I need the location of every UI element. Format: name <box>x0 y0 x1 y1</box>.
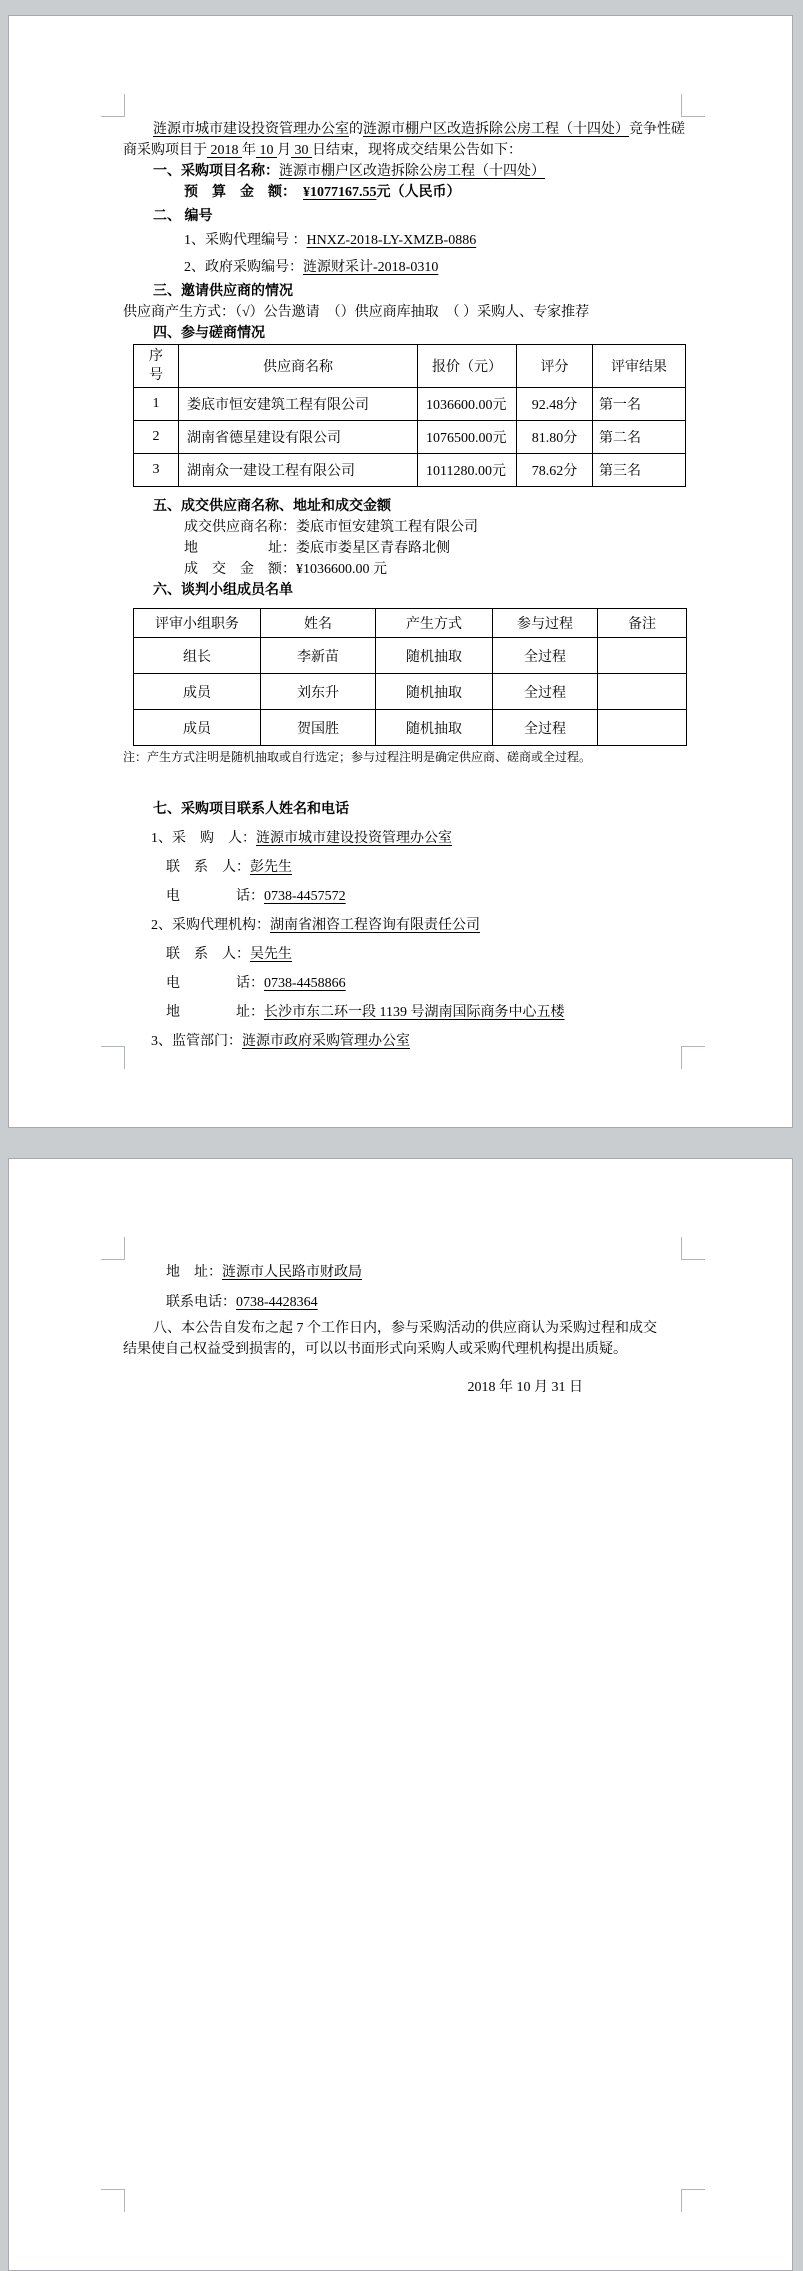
agency: 湖南省湘咨工程咨询有限责任公司 <box>270 918 480 933</box>
section-1-label: 一、采购项目名称： <box>153 164 279 179</box>
purchaser-name: 涟源市城市建设投资管理办公室 <box>153 122 349 137</box>
table-row: 成员 贺国胜 随机抽取 全过程 <box>134 710 687 746</box>
purchaser: 涟源市城市建设投资管理办公室 <box>256 831 452 846</box>
budget-label: 预 算 金 额： <box>184 185 303 200</box>
margin-mark-bottom-left <box>101 1046 125 1069</box>
winner-address-line: 地 址：娄底市娄星区青春路北侧 <box>184 541 450 556</box>
intro-line-2: 商采购项目于 2018 年 10 月 30 日结束，现将成交结果公告如下： <box>123 143 522 158</box>
supervisor: 涟源市政府采购管理办公室 <box>242 1034 410 1049</box>
margin-mark-bottom-right <box>681 2189 705 2212</box>
winner-name-line: 成交供应商名称：娄底市恒安建筑工程有限公司 <box>184 520 478 535</box>
supervisor-phone-line: 联系电话：0738-4428364 <box>166 1295 318 1310</box>
end-year: 2018 <box>207 143 242 158</box>
margin-mark-top-left <box>101 1237 125 1260</box>
margin-mark-bottom-left <box>101 2189 125 2212</box>
supervisor-phone: 0738-4428364 <box>236 1295 318 1310</box>
end-day: 30 <box>291 143 312 158</box>
header-seq: 序号 <box>134 345 179 388</box>
document-page-2 <box>8 1158 793 2271</box>
contact-line: 联 系 人：彭先生 <box>166 860 292 875</box>
panel-table <box>133 608 687 746</box>
supplier-method-line: 供应商产生方式：（√）公告邀请 （）供应商库抽取 （ ）采购人、专家推荐 <box>123 305 590 320</box>
agency-address: 长沙市东二环一段 1139 号湖南国际商务中心五楼 <box>264 1005 565 1020</box>
document-page-1 <box>8 15 793 1128</box>
page-1-content <box>123 119 683 1052</box>
margin-mark-top-right <box>681 1237 705 1260</box>
section-3-title: 三、邀请供应商的情况 <box>153 284 293 299</box>
budget-amount: ¥1077167.55 <box>303 185 377 200</box>
section-5-title: 五、成交供应商名称、地址和成交金额 <box>153 499 391 514</box>
section-6-title: 六、谈判小组成员名单 <box>153 583 293 598</box>
section-4-title: 四、参与磋商情况 <box>153 326 265 341</box>
contact-line: 3、监管部门：涟源市政府采购管理办公室 <box>151 1034 410 1049</box>
contact-line: 地 址：长沙市东二环一段 1139 号湖南国际商务中心五楼 <box>166 1005 565 1020</box>
table-row: 1 娄底市恒安建筑工程有限公司 1036600.00元 92.48分 第一名 <box>134 388 686 421</box>
page-2-content <box>123 1262 683 1398</box>
section-1-value: 涟源市棚户区改造拆除公房工程（十四处） <box>279 164 545 179</box>
table-row: 2 湖南省德星建设有限公司 1076500.00元 81.80分 第二名 <box>134 421 686 454</box>
table-note: 注：产生方式注明是随机抽取或自行选定；参与过程注明是确定供应商、磋商或全过程。 <box>123 750 592 764</box>
table-header-row <box>134 345 686 388</box>
announcement-date: 2018 年 10 月 31 日 <box>467 1380 583 1395</box>
table-header-row: 评审小组职务 姓名 产生方式 参与过程 备注 <box>134 609 687 638</box>
project-name: 涟源市棚户区改造拆除公房工程（十四处） <box>363 122 629 137</box>
table-row: 3 湖南众一建设工程有限公司 1011280.00元 78.62分 第三名 <box>134 454 686 487</box>
winner-amount-line: 成 交 金 额：¥1036600.00 元 <box>184 562 387 577</box>
header-score: 评分 <box>517 345 593 388</box>
section-8-line-2: 结果使自己权益受到损害的，可以以书面形式向采购人或采购代理机构提出质疑。 <box>123 1342 627 1357</box>
budget-suffix: 元（人民币） <box>376 185 461 200</box>
contact-line: 电 话：0738-4457572 <box>166 889 346 904</box>
purchaser-phone: 0738-4457572 <box>264 889 346 904</box>
margin-mark-bottom-right <box>681 1046 705 1069</box>
supervisor-address: 涟源市人民路市财政局 <box>222 1265 362 1280</box>
bidders-table <box>133 344 686 487</box>
end-month: 10 <box>256 143 277 158</box>
contact-line: 2、采购代理机构：湖南省湘咨工程咨询有限责任公司 <box>151 918 480 933</box>
table-row: 成员 刘东升 随机抽取 全过程 <box>134 674 687 710</box>
purchaser-contact: 彭先生 <box>250 860 292 875</box>
agency-code-line: 1、采购代理编号 ：HNXZ-2018-LY-XMZB-0886 <box>184 233 477 248</box>
margin-mark-top-right <box>681 94 705 117</box>
agency-phone: 0738-4458866 <box>264 976 346 991</box>
supervisor-address-line: 地 址：涟源市人民路市财政局 <box>166 1265 362 1280</box>
contact-line: 联 系 人：吴先生 <box>166 947 292 962</box>
header-supplier: 供应商名称 <box>179 345 418 388</box>
margin-mark-top-left <box>101 94 125 117</box>
budget-line <box>123 182 683 203</box>
contact-line: 电 话：0738-4458866 <box>166 976 346 991</box>
gov-code-line: 2、政府采购编号：涟源财采计-2018-0310 <box>184 260 439 275</box>
section-7-title: 七、采购项目联系人姓名和电话 <box>153 802 349 817</box>
intro-line-1: 涟源市城市建设投资管理办公室的涟源市棚户区改造拆除公房工程（十四处）竞争性磋 <box>153 122 685 137</box>
agency-code: HNXZ-2018-LY-XMZB-0886 <box>306 233 477 248</box>
table-row: 组长 李新苗 随机抽取 全过程 <box>134 638 687 674</box>
section-1-project-name <box>123 161 683 182</box>
agency-contact: 吴先生 <box>250 947 292 962</box>
header-result: 评审结果 <box>593 345 686 388</box>
contact-line: 1、采 购 人：涟源市城市建设投资管理办公室 <box>151 831 452 846</box>
gov-code: 涟源财采计-2018-0310 <box>303 260 439 275</box>
section-8-line-1: 八、本公告自发布之起 7 个工作日内，参与采购活动的供应商认为采购过程和成交 <box>153 1321 657 1336</box>
section-2-title: 二、 编号 <box>153 209 213 224</box>
header-price: 报价（元） <box>418 345 517 388</box>
